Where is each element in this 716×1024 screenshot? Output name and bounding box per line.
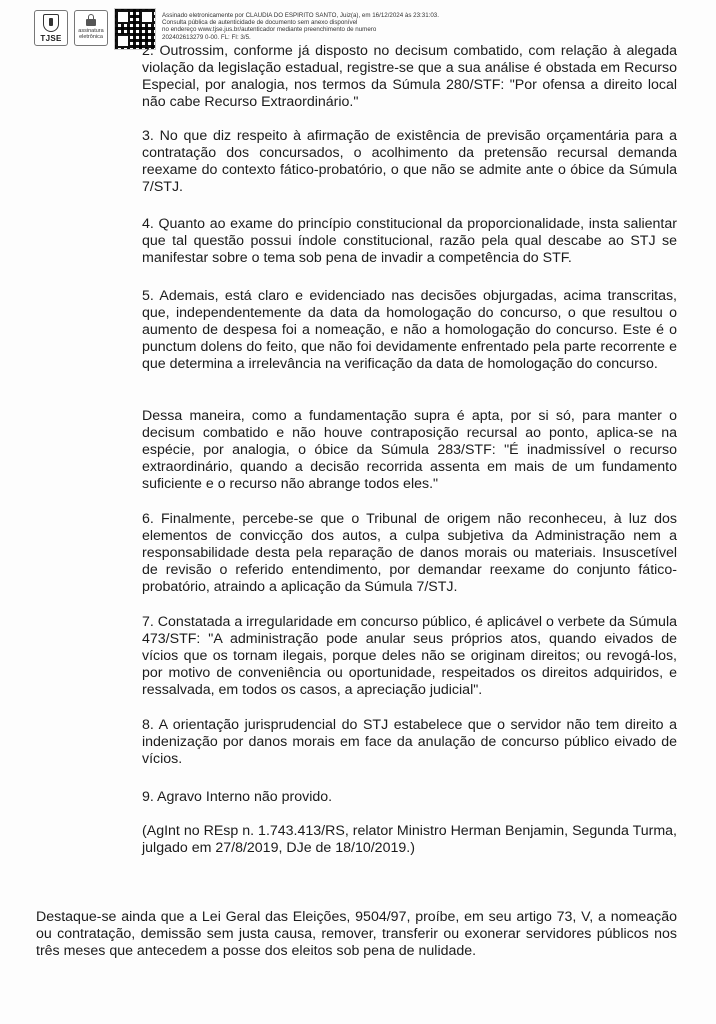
paragraph-8: 8. A orientação jurisprudencial do STJ estabelece que o servidor não tem direito a indenização por danos morais em face da anulação de concurso público eivado de vícios. bbox=[142, 717, 677, 767]
signature-line-4: 202402613279 0-00. FL: FI: 3/5. bbox=[162, 33, 251, 41]
citation: (AgInt no REsp n. 1.743.413/RS, relator Ministro Herman Benjamin, Segunda Turma, julgado em 27/8/2019, DJe de 18/10/2019.) bbox=[142, 823, 677, 856]
signature-info bbox=[162, 12, 662, 41]
paragraph-5-continuation: Dessa maneira, como a fundamentação supra é apta, por si só, para manter o decisum combatido e não houve contraposição recursal ao ponto, aplica-se na espécie, por analogia, o óbice da Súmula 283/STF: "É inadmissível o recurso extraordinário, quando a decisão recorrida assenta em mais de um fundamento suficiente e o recurso não abrange todos eles." bbox=[142, 408, 677, 492]
signature-line-2: Consulta pública de autenticidade de documento sem anexo disponível bbox=[162, 19, 358, 27]
signature-line-1: Assinado eletronicamente por CLAUDIA DO ESPIRITO SANTO, Juiz(a), em 16/12/2024 às 23:31:03. bbox=[162, 12, 439, 19]
badge-text-line-2: eletrônica bbox=[79, 34, 103, 40]
badge-text-line-1: assinatura bbox=[78, 28, 104, 34]
court-crest-icon bbox=[43, 14, 59, 32]
final-paragraph: Destaque-se ainda que a Lei Geral das Eleições, 9504/97, proíbe, em seu artigo 73, V, a nomeação ou contratação, demissão sem justa causa, remover, transferir ou exonerar servidores públicos nos três meses que antecedem a posse dos eleitos sob pena de nulidade. bbox=[36, 909, 677, 959]
paragraph-2: 2. Outrossim, conforme já disposto no decisum combatido, com relação à alegada violação da legislação estadual, registre-se que a sua análise é obstada em Recurso Especial, por analogia, nos termos da Súmula 280/STF: "Por ofensa a direito local não cabe Recurso Extraordinário." bbox=[142, 43, 677, 110]
electronic-signature-badge bbox=[74, 10, 108, 46]
paragraph-5: 5. Ademais, está claro e evidenciado nas decisões objurgadas, acima transcritas, que, independentemente da data da homologação do concurso, o que resultou o aumento de despesa foi a nomeação, e não a homologação do concurso. Este é o punctum dolens do feito, que não foi devidamente enfrentado pela parte recorrente e que determina a irrelevância na verificação da data de homologação do concurso. bbox=[142, 288, 677, 372]
paragraph-4: 4. Quanto ao exame do princípio constitucional da proporcionalidade, insta salientar que tal questão possui índole constitucional, razão pela qual descabe ao STJ se manifestar sobre o tema sob pena de invadir a competência do STF. bbox=[142, 216, 677, 266]
signature-line-3: no endereço www.tjse.jus.br/autenticador mediante preenchimento de numero bbox=[162, 26, 377, 34]
paragraph-3: 3. No que diz respeito à afirmação de existência de previsão orçamentária para a contratação dos concursados, o acolhimento da pretensão recursal demanda reexame do contexto fático-probatório, o que não se admite ante o óbice da Súmula 7/STJ. bbox=[142, 128, 677, 195]
paragraph-7: 7. Constatada a irregularidade em concurso público, é aplicável o verbete da Súmula 473/STF: "A administração pode anular seus próprios atos, quando eivados de vícios que os tornam ilegais, porque deles não se originam direitos; ou revogá-los, por motivo de conveniência ou oportunidade, respeitados os direitos adquiridos, e ressalvada, em todos os casos, a apreciação judicial". bbox=[142, 614, 677, 698]
lock-icon bbox=[86, 14, 96, 26]
seal-label: TJSE bbox=[40, 34, 62, 43]
paragraph-6: 6. Finalmente, percebe-se que o Tribunal de origem não reconheceu, à luz dos elementos de convicção dos autos, a culpa subjetiva da Administração nem a responsabilidade desta pela reparação de danos morais ou materiais. Insuscetível de revisão o referido entendimento, por demandar reexame do conjunto fático-probatório, atraindo a aplicação da Súmula 7/STJ. bbox=[142, 511, 677, 595]
tjse-seal-logo bbox=[34, 10, 68, 46]
paragraph-9: 9. Agravo Interno não provido. bbox=[142, 789, 333, 805]
